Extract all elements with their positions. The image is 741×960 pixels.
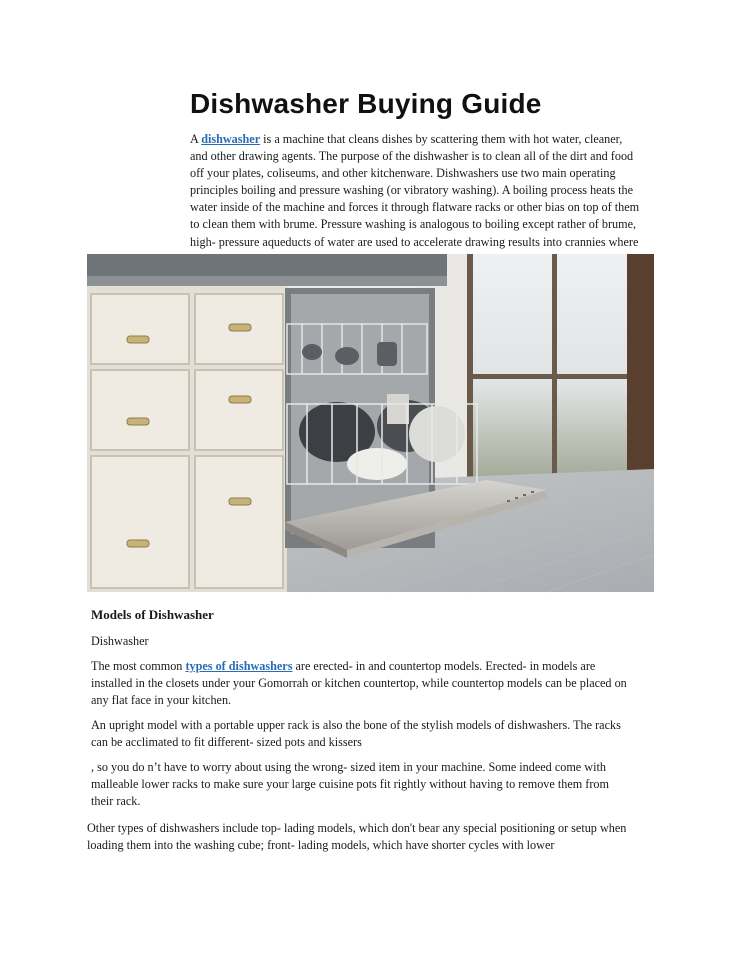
models-heading: Models of Dishwasher xyxy=(91,607,214,622)
p1-prefix: The most common xyxy=(91,659,186,673)
paragraph-racks: , so you do n’t have to worry about using the wrong- sized item in your machine. Some indeed come with malleable lower racks to make sure your large cuisine pots fit rightly without having to remove them from their rack. xyxy=(91,760,609,809)
p1-text: are erected- in and countertop models. Erected- in models are installed in the closets under your Gomorrah or kitchen countertop, while countertop models can be placed on any flat face in your kitchen. xyxy=(91,659,627,708)
intro-text: is a machine that cleans dishes by scattering them with hot water, cleaner, and other drawing agents. The purpose of the dishwasher is to clean all of the dirt and food off your plates, coliseums, and other kitchenware. Dishwashers use two main operating principles boiling and pressure washing (or vibratory washing). A boiling process heats the water inside of the machine and forces it through flatware racks or other bias on top of them to clean them with brume. Pressure washing is analogous to boiling except rather of brume, high- pressure aqueducts of water are used to accelerate drawing results into crannies where xyxy=(190,132,640,249)
dishwasher-link[interactable]: dishwasher xyxy=(201,132,261,146)
paragraph-other-types: Other types of dishwashers include top- lading models, which don't bear any special positioning or setup when loading them into the washing cube; front- lading models, which have shorter cycles with lower xyxy=(87,821,627,853)
window-frame xyxy=(627,254,654,494)
dishwasher-photo xyxy=(87,254,654,592)
page-title: Dishwasher Buying Guide xyxy=(190,88,542,119)
intro-prefix: A xyxy=(190,132,202,146)
models-subheading: Dishwasher xyxy=(91,634,149,648)
types-of-dishwashers-link[interactable]: types of dishwashers xyxy=(185,659,293,673)
paragraph-types xyxy=(91,658,631,709)
intro-paragraph xyxy=(190,131,640,257)
paragraph-upright-model: An upright model with a portable upper rack is also the bone of the stylish models of dishwashers. The racks can be acclimated to fit different- sized pots and kissers xyxy=(91,718,621,750)
